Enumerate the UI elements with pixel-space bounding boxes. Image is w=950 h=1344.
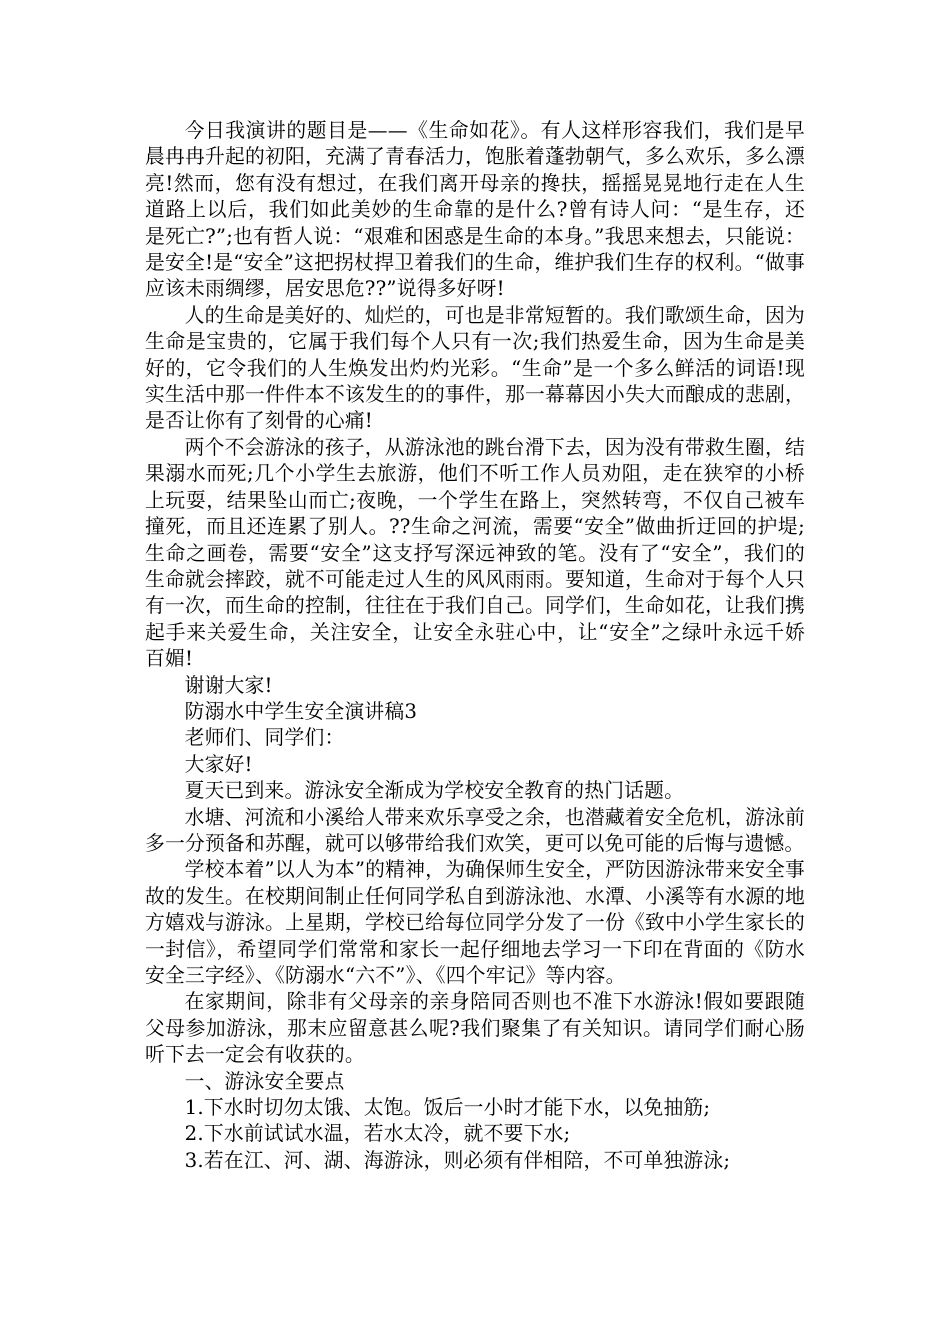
paragraph-9: 水塘、河流和小溪给人带来欢乐享受之余，也潜藏着安全危机，游泳前多一分预备和苏醒，就可以够带给我们欢笑，更可以免可能的后悔与遗憾。 <box>145 805 805 855</box>
document-body <box>145 118 805 1174</box>
list-item-2: 2.下水前试试水温，若水太冷，就不要下水; <box>184 1122 571 1146</box>
list-heading: 一、游泳安全要点 <box>184 1069 345 1093</box>
list-item-1: 1.下水时切勿太饿、太饱。饭后一小时才能下水，以免抽筋; <box>184 1096 711 1120</box>
section-title: 防溺水中学生安全演讲稿3 <box>184 699 418 723</box>
paragraph-3: 两个不会游泳的孩子，从游泳池的跳台滑下去，因为没有带救生圈，结果溺水而死;几个小学生去旅游，他们不听工作人员劝阻，走在狭窄的小桥上玩耍，结果坠山而亡;夜晚，一个学生在路上，突然转弯，不仅自己被车撞死，而且还连累了别人。??生命之河流，需要“安全”做曲折迂回的护堤;生命之画卷，需要“安全”这支抒写深远神致的笔。没有了“安全”，我们的生命就会摔跤，就不可能走过人生的风风雨雨。要知道，生命对于每个人只有一次，而生命的控制，往往在于我们自己。同学们，生命如花，让我们携起手来关爱生命，关注安全，让安全永驻心中，让“安全”之绿叶永远千娇百媚! <box>145 435 805 671</box>
paragraph-1: 今日我演讲的题目是——《生命如花》。有人这样形容我们，我们是早晨冉冉升起的初阳，充满了青春活力，饱胀着蓬勃朝气，多么欢乐，多么漂亮!然而，您有没有想过，在我们离开母亲的搀扶，摇摇晃晃地行走在人生道路上以后，我们如此美妙的生命靠的是什么?曾有诗人问：“是生存，还是死亡?”;也有哲人说：“艰难和困惑是生命的本身。”我思来想去，只能说：是安全!是“安全”这把拐杖捍卫着我们的生命，维护我们生存的权利。“做事应该未雨绸缪，居安思危??”说得多好呀! <box>145 119 805 301</box>
paragraph-2: 人的生命是美好的、灿烂的，可也是非常短暂的。我们歌颂生命，因为生命是宝贵的，它属于我们每个人只有一次;我们热爱生命，因为生命是美好的，它令我们的人生焕发出灼灼光彩。“生命”是一个多么鲜活的词语!现实生活中那一件件本不该发生的的事件，那一幕幕因小失大而酿成的悲剧，是否让你有了刻骨的心痛! <box>145 303 805 433</box>
paragraph-8: 夏天已到来。游泳安全渐成为学校安全教育的热门话题。 <box>184 779 685 803</box>
paragraph-4: 谢谢大家! <box>184 673 273 697</box>
greeting-2: 大家好! <box>184 752 253 776</box>
paragraph-11: 在家期间，除非有父母亲的亲身陪同否则也不准下水游泳!假如要跟随父母参加游泳，那末应留意甚么呢?我们聚集了有关知识。请同学们耐心肠听下去一定会有收获的。 <box>145 990 805 1067</box>
list-item-3: 3.若在江、河、湖、海游泳，则必须有伴相陪，不可单独游泳; <box>184 1148 731 1172</box>
paragraph-10: 学校本着”以人为本”的精神，为确保师生安全，严防因游泳带来安全事故的发生。在校期间制止任何同学私自到游泳池、水潭、小溪等有水源的地方嬉戏与游泳。上星期，学校已给每位同学分发了一份《致中小学生家长的一封信》，希望同学们常常和家长一起仔细地去学习一下印在背面的《防水安全三字经》、《防溺水“六不”》、《四个牢记》等内容。 <box>145 858 805 987</box>
greeting-1: 老师们、同学们： <box>184 726 345 750</box>
